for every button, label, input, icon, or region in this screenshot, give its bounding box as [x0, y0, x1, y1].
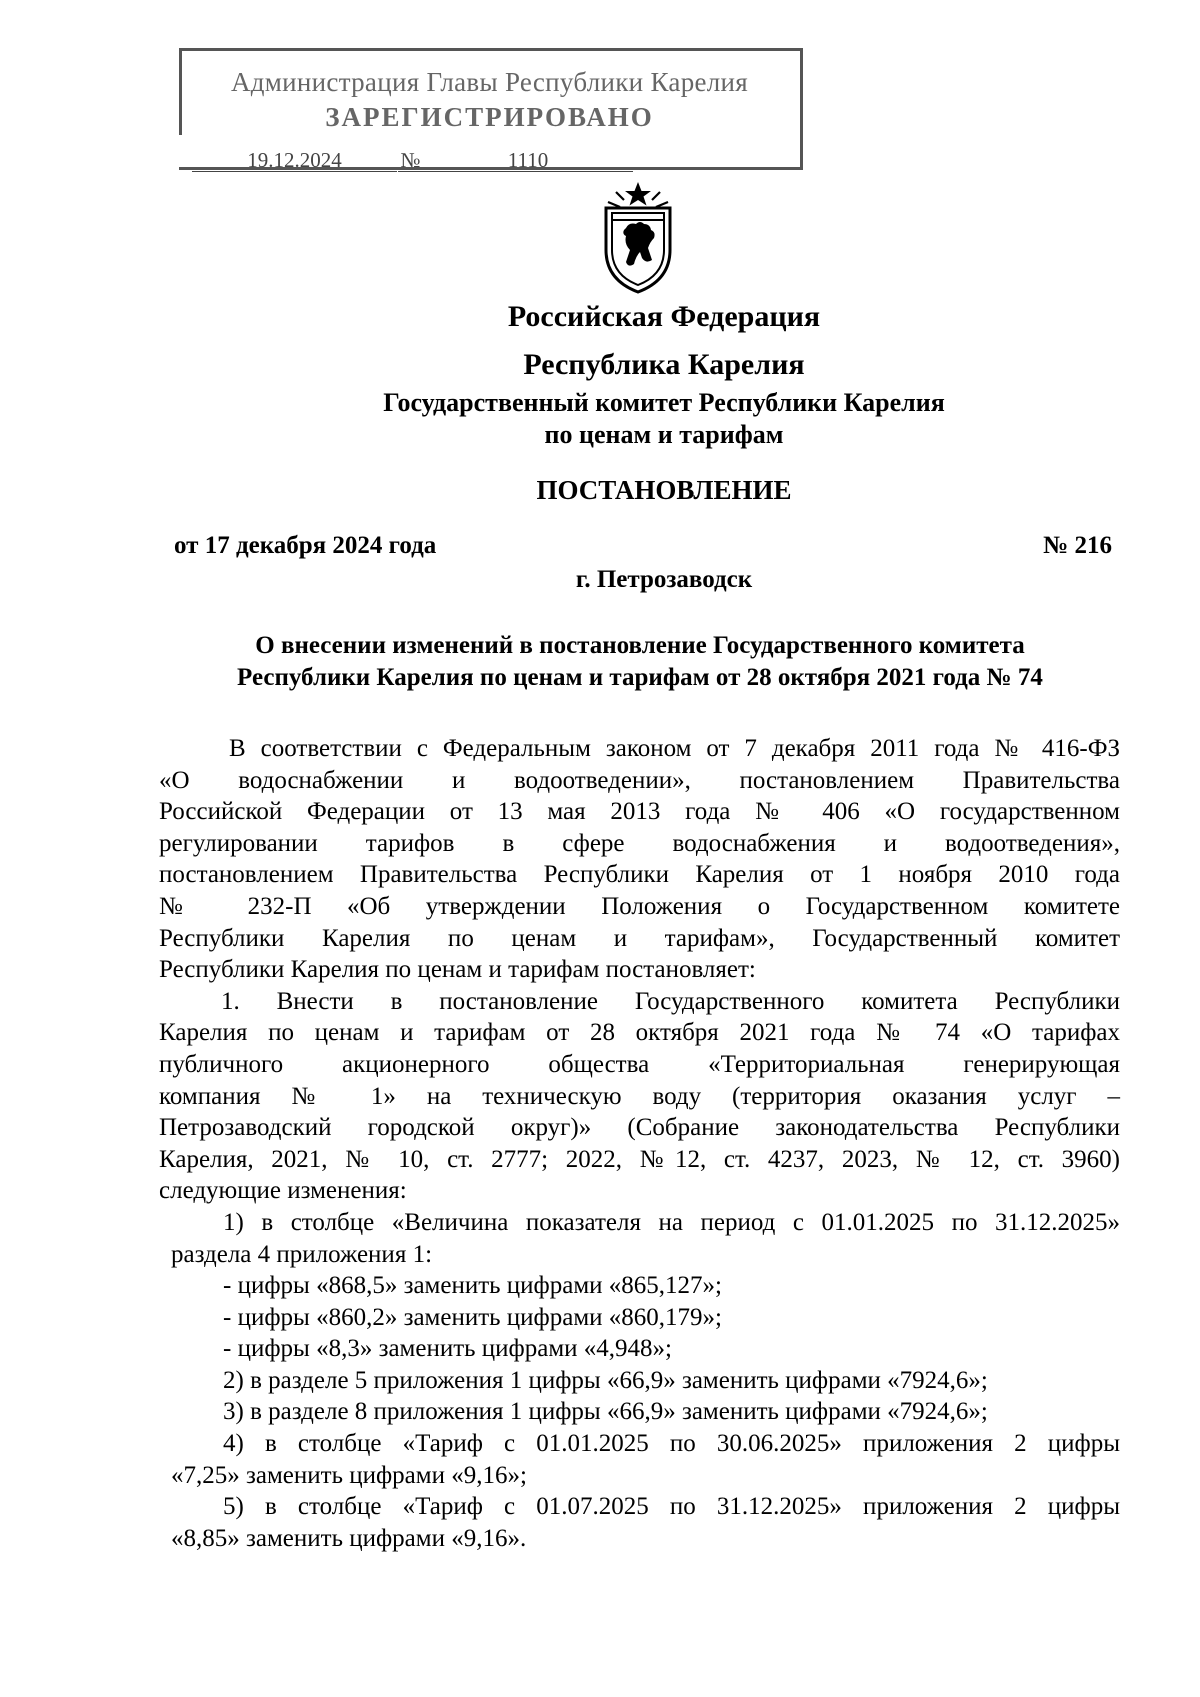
body-line: 1. Внести в постановление Государственного комитета Республики	[221, 987, 1120, 1015]
body-line: постановлением Правительства Республики Карелия от 1 ноября 2010 года	[159, 861, 1120, 889]
body-line: Петрозаводский городской округ)» (Собрание законодательства Республики	[159, 1114, 1120, 1142]
body-line: № 232-П «Об утверждении Положения о Государственном комитете	[159, 892, 1120, 920]
body-line: «8,85» заменить цифрами «9,16».	[171, 1524, 527, 1552]
body-line: раздела 4 приложения 1:	[171, 1240, 433, 1268]
replacement-item: - цифры «860,2» заменить цифрами «860,179»;	[223, 1303, 722, 1331]
subitem-5-paragraph	[159, 1491, 1120, 1554]
document-number: № 216	[1043, 532, 1112, 559]
body-line: 3) в разделе 8 приложения 1 цифры «66,9» заменить цифрами «7924,6»;	[223, 1398, 988, 1426]
header-republic: Республика Карелия	[523, 348, 805, 381]
body-line: 5) в столбце «Тариф с 01.07.2025 по 31.12.2025» приложения 2 цифры	[223, 1493, 1120, 1521]
body-line: Республики Карелия по ценам и тарифам постановляет:	[159, 956, 756, 984]
body-line: следующие изменения:	[159, 1177, 407, 1205]
document-subject	[160, 630, 1120, 694]
registration-stamp	[179, 48, 803, 170]
body-line: 1) в столбце «Величина показателя на период с 01.01.2025 по 31.12.2025»	[223, 1208, 1120, 1236]
replacement-list	[159, 1270, 1120, 1365]
subitem-4-paragraph	[159, 1428, 1120, 1491]
coat-of-arms-icon	[596, 180, 680, 295]
stamp-status: ЗАРЕГИСТРИРОВАНО	[325, 102, 654, 132]
stamp-number-sign: №	[398, 149, 423, 172]
preamble-paragraph	[159, 733, 1120, 986]
body-line: «7,25» заменить цифрами «9,16»;	[171, 1461, 527, 1489]
stamp-date: 19.12.2024	[192, 149, 397, 172]
header-federation: Российская Федерация	[507, 300, 821, 333]
subject-line2: Республики Карелия по ценам и тарифам от 28 октября 2021 года № 74	[237, 664, 1043, 691]
document-body	[159, 733, 1120, 1554]
body-line: компания № 1» на техническую воду (территория оказания услуг –	[159, 1082, 1120, 1110]
item-1-paragraph	[159, 986, 1120, 1207]
subitem-2-paragraph	[159, 1365, 1120, 1397]
document-type: ПОСТАНОВЛЕНИЕ	[536, 475, 792, 505]
body-line: В соответствии с Федеральным законом от 7 декабря 2011 года № 416-ФЗ	[229, 735, 1120, 762]
body-line: Карелия по ценам и тарифам от 28 октября 2021 года № 74 «О тарифах	[159, 1019, 1120, 1047]
subitem-1-paragraph	[159, 1207, 1120, 1270]
body-line: 2) в разделе 5 приложения 1 цифры «66,9» заменить цифрами «7924,6»;	[223, 1366, 988, 1394]
replacement-item: - цифры «868,5» заменить цифрами «865,127»;	[223, 1272, 722, 1300]
body-line: публичного акционерного общества «Территориальная генерирующая	[159, 1050, 1120, 1078]
body-line: Карелия, 2021, № 10, ст. 2777; 2022, №12, ст. 4237, 2023, № 12, ст. 3960)	[159, 1145, 1120, 1173]
subject-line1: О внесении изменений в постановление Государственного комитета	[255, 632, 1025, 659]
document-city: г. Петрозаводск	[575, 566, 753, 593]
stamp-number: 1110	[423, 149, 633, 172]
header-committee-line2: по ценам и тарифам	[544, 420, 784, 449]
replacement-item: - цифры «8,3» заменить цифрами «4,948»;	[223, 1335, 672, 1363]
subitem-3-paragraph	[159, 1396, 1120, 1428]
body-line: регулировании тарифов в сфере водоснабжения и водоотведения»,	[159, 829, 1120, 857]
body-line: «О водоснабжении и водоотведении», постановлением Правительства	[159, 766, 1120, 794]
stamp-registration-row	[192, 149, 782, 173]
header-committee-line1: Государственный комитет Республики Карелия	[383, 388, 945, 417]
document-date: от 17 декабря 2024 года	[174, 532, 437, 559]
body-line: 4) в столбце «Тариф с 01.01.2025 по 30.06.2025» приложения 2 цифры	[223, 1430, 1120, 1458]
body-line: Республики Карелия по ценам и тарифам», Государственный комитет	[159, 924, 1120, 952]
stamp-organization: Администрация Главы Республики Карелия	[230, 67, 749, 97]
body-line: Российской Федерации от 13 мая 2013 года № 406 «О государственном	[159, 798, 1120, 826]
